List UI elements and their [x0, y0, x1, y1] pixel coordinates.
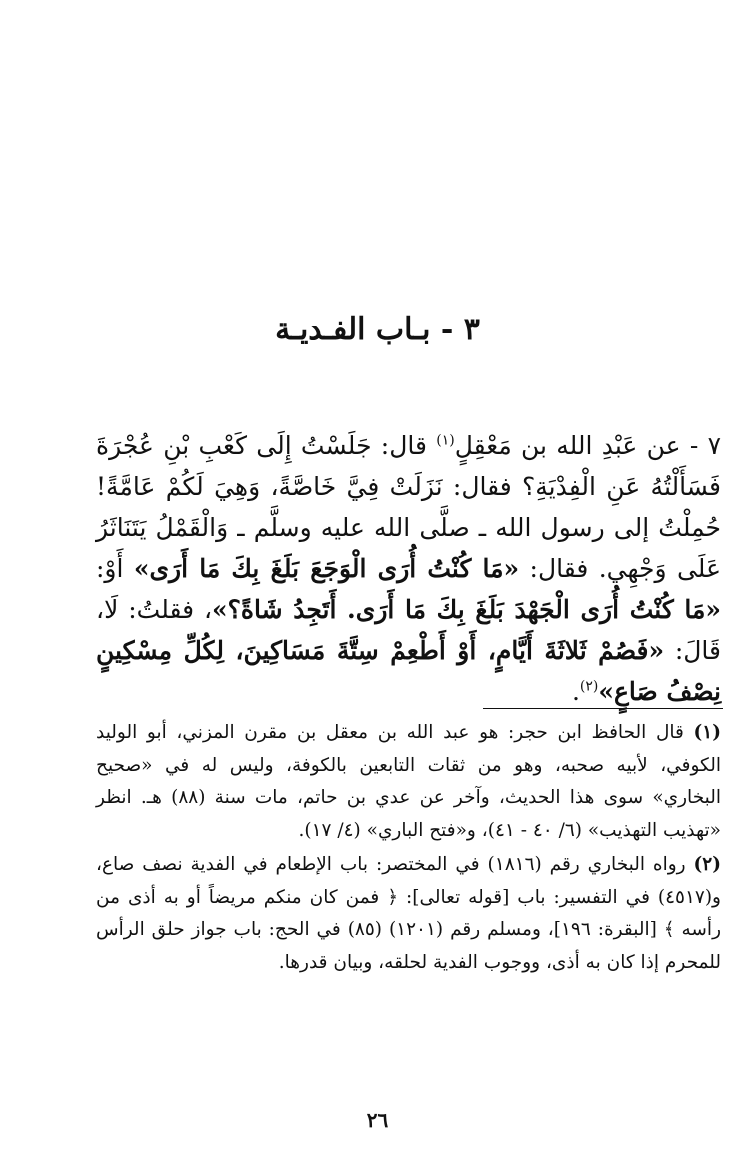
footnote-ref-2[interactable]: (٢)	[579, 678, 599, 695]
hadith-end: .	[571, 677, 580, 706]
footnote-text: رواه البخاري رقم (١٨١٦) في المختصر: باب الإطعام في الفدية نصف صاع، و(٤٥١٧) في التفسير: باب [قوله تعالى]: ﴿ فمن كان منكم مريضاً أو به أذى من رأسه ﴾ [البقرة: ١٩٦]، ومسلم رقم (١٢٠١) (٨٥) في الحج: باب جواز حلق الرأس للمحرم إذا كان به أذى، ووجوب الفدية لحلقه، وبيان قدرها.	[96, 854, 722, 973]
page-number: ٢٦	[366, 1108, 389, 1132]
footnote-1	[96, 717, 721, 847]
footnote-number: (١)	[693, 722, 721, 743]
hadith-narration: قال: جَلَسْتُ إِلَى كَعْبِ بْنِ عُجْرَةَ فَسَأَلْتُهُ عَنِ الْفِدْيَةِ؟ فقال: نَزَلَتْ فِيَّ خَاصَّةً، وَهِيَ لَكُمْ عَامَّةً! حُمِلْتُ إلى رسول الله ـ صلَّى الله عليه وسلَّم ـ وَالْقَمْلُ يَتَنَاثَرُ عَلَى وَجْهِي. فقال:	[96, 431, 721, 583]
footnote-number: (٢)	[693, 854, 721, 875]
prophet-saying-1: «مَا كُنْتُ أُرَى الْوَجَعَ بَلَغَ بِكَ مَا أَرَى»	[133, 554, 520, 583]
chapter-title: ٣ - بـاب الفـديـة	[275, 312, 480, 347]
footnote-text: قال الحافظ ابن حجر: هو عبد الله بن معقل بن مقرن المزني، أبو الوليد الكوفي، لأبيه صحبه، وهو من ثقات التابعين بالكوفة، وليس له في «صحيح البخاري» سوى هذا الحديث، وآخر عن عدي بن حاتم، مات سنة (٨٨) هـ. انظر «تهذيب التهذيب» (٦/ ٤٠ - ٤١)، و«فتح الباري» (٤/ ١٧).	[96, 722, 721, 841]
hadith-text	[96, 425, 721, 712]
hadith-reply: ، فقلتُ: لَا، قَالَ:	[96, 595, 721, 665]
prophet-saying-3: «فَصُمْ ثَلاثَةَ أَيَّامٍ، أَوْ أَطْعِمْ سِتَّةَ مَسَاكِينَ، لِكُلِّ مِسْكِينٍ نِصْفُ صَاعٍ»	[96, 636, 721, 706]
footnote-separator	[483, 708, 723, 709]
prophet-saying-2: «مَا كُنْتُ أُرَى الْجَهْدَ بَلَغَ بِكَ مَا أَرَى. أَتَجِدُ شَاةً؟»	[212, 595, 721, 624]
hadith-connector: أَوْ:	[96, 554, 134, 583]
hadith-paragraph	[96, 425, 721, 712]
footnotes	[96, 717, 721, 981]
hadith-intro: ٧ - عن عَبْدِ الله بن مَعْقِلٍ	[454, 431, 721, 460]
footnote-ref-1[interactable]: (١)	[436, 432, 455, 449]
footnote-2	[96, 849, 721, 979]
